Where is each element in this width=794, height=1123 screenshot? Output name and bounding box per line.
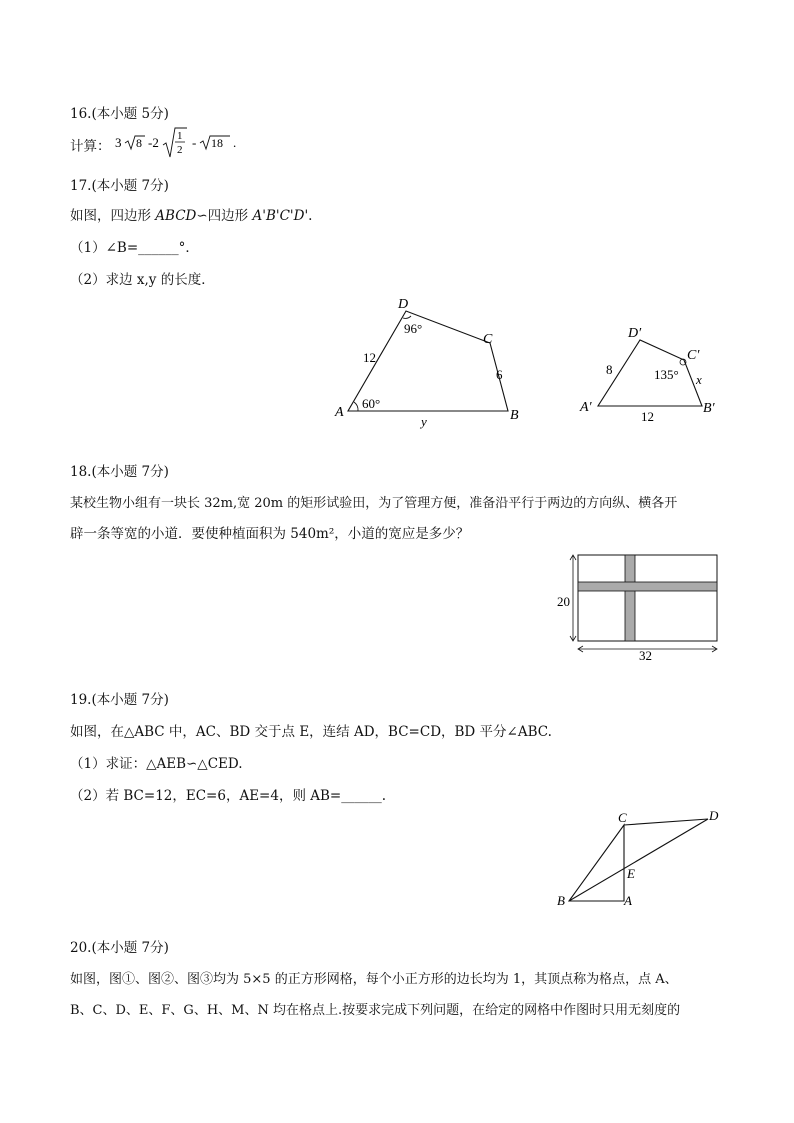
label-side-ad: 12: [363, 350, 376, 365]
q20-header: 20.(本小题 7分): [70, 940, 169, 956]
label-side-ab: y: [421, 414, 427, 429]
q16-header: 16.(本小题 5分): [70, 106, 169, 122]
field-rect: [578, 555, 717, 641]
q17-stem-mid: ∽四边形: [196, 208, 253, 224]
q20-line2: B、C、D、E、F、G、H、M、N 均在格点上.按要求完成下列问题，在给定的网格中作图时只用无刻度的: [70, 1003, 681, 1018]
label-a: A: [335, 405, 344, 420]
q19-header: 19.(本小题 7分): [70, 692, 169, 708]
label-d-prime: D′: [628, 326, 642, 341]
label-angle-d: 96°: [404, 321, 423, 336]
q17-stem-abcd: ABCD: [155, 208, 197, 224]
q18-header: 18.(本小题 7分): [70, 464, 169, 480]
q17-figure-2: [579, 326, 716, 424]
segment-bd: [569, 819, 708, 901]
label-c: C: [483, 332, 493, 347]
q19-figure: [557, 808, 719, 908]
height-label: 20: [557, 594, 570, 609]
q19-stem: 如图，在△ABC 中，AC、BD 交于点 E，连结 AD，BC=CD，BD 平分∠ABC.: [70, 724, 552, 740]
label-side-ad-prime: 8: [606, 362, 613, 377]
end: .: [232, 135, 237, 150]
q18-line1: 某校生物小组有一块长 32m,宽 20m 的矩形试验田，为了管理方便，准备沿平行于两边的方向纵、横各开: [70, 496, 678, 511]
label-e: E: [627, 866, 635, 881]
rad2: 18: [210, 136, 223, 150]
q17-header: 17.(本小题 7分): [70, 178, 169, 194]
label-side-bc: 6: [496, 367, 503, 382]
rad1: 8: [135, 136, 142, 150]
frac-num: 1: [176, 130, 183, 142]
q19-part1: （1）求证：△AEB∽△CED.: [70, 756, 243, 772]
angle-a-arc: [354, 402, 358, 411]
label-side-ab-prime: 12: [641, 409, 654, 424]
triangle-abc: [569, 825, 624, 901]
label-a: A: [624, 893, 632, 908]
frac-den: 2: [176, 144, 183, 156]
q17-part1: （1）∠B=______°．: [70, 240, 199, 256]
coef1: 3: [114, 135, 122, 150]
angle-d-arc: [403, 316, 411, 318]
q18-figure: [557, 555, 717, 663]
label-angle-a: 60°: [362, 396, 381, 411]
q17-part2: （2）求边 x,y 的长度．: [70, 272, 215, 288]
q19-part2: （2）若 BC=12，EC=6，AE=4，则 AB=______.: [70, 788, 387, 804]
q16-prefix: 计算：: [70, 138, 111, 155]
op2: -: [191, 135, 197, 150]
label-angle-c-prime: 135°: [654, 367, 679, 382]
q18-line2: 辟一条等宽的小道．要使种植面积为 540m²，小道的宽应是多少？: [70, 526, 470, 542]
q20-line1: 如图，图①、图②、图③均为 5×5 的正方形网格，每个小正方形的边长均为 1，其顶点称为格点，点 A、: [70, 972, 678, 987]
q17-stem-end: .: [308, 208, 313, 224]
width-label: 32: [639, 648, 652, 663]
label-d: D: [398, 297, 409, 312]
label-d: D: [709, 808, 719, 823]
label-b: B: [557, 893, 565, 908]
label-c-prime: C′: [687, 348, 700, 363]
segment-cd: [624, 819, 708, 825]
vertical-path: [625, 555, 635, 641]
label-b-prime: B′: [703, 401, 715, 416]
label-b: B: [510, 408, 519, 423]
q17-stem-abcd2: A'B'C'D': [252, 208, 309, 224]
q17-figure-1: [334, 297, 519, 429]
label-side-bc-prime: x: [696, 372, 702, 387]
label-c: C: [618, 810, 627, 825]
horizontal-path: [578, 582, 717, 591]
q17-stem-pre: 如图，四边形: [70, 208, 156, 224]
op1: -2: [147, 135, 159, 150]
label-a-prime: A′: [580, 400, 592, 415]
